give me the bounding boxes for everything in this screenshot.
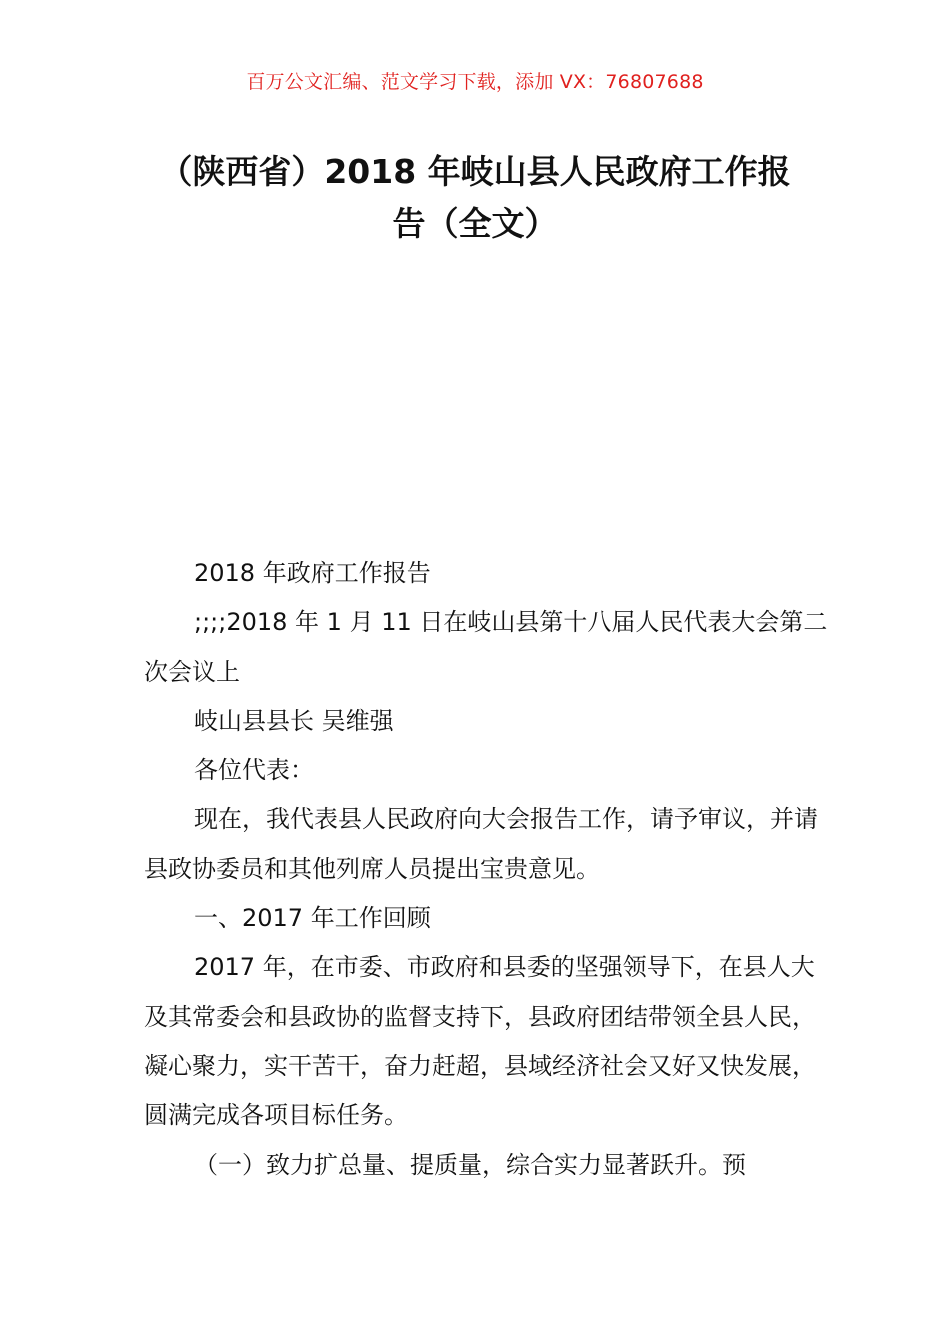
intro-paragraph: 现在，我代表县人民政府向大会报告工作，请予审议，并请县政协委员和其他列席人员提出宝贵意见。 [144,805,818,883]
report-heading: 2018 年政府工作报告 [194,559,431,587]
document-body [144,549,834,1190]
section-heading: 一、2017 年工作回顾 [194,904,431,933]
header-note: 百万公文汇编、范文学习下载，添加 VX：76807688 [246,71,704,93]
subsection-paragraph: （一）致力扩总量、提质量，综合实力显著跃升。预 [194,1150,746,1179]
title-line-2: 告（全文） [392,204,558,243]
meeting-info: ;;;;2018 年 1 月 11 日在岐山县第十八届人民代表大会第二次会议上 [144,608,828,686]
speaker-line: 岐山县县长 吴维强 [194,706,394,735]
title-line-1: （陕西省）2018 年岐山县人民政府工作报 [159,152,791,191]
document-title [140,146,810,250]
salutation: 各位代表： [194,756,314,785]
review-paragraph: 2017 年，在市委、市政府和县委的坚强领导下，在县人大及其常委会和县政协的监督支持下，县政府团结带领全县人民，凝心聚力，实干苦干，奋力赶超，县域经济社会又好又快发展，圆满完成各项目标任务。 [144,953,816,1130]
